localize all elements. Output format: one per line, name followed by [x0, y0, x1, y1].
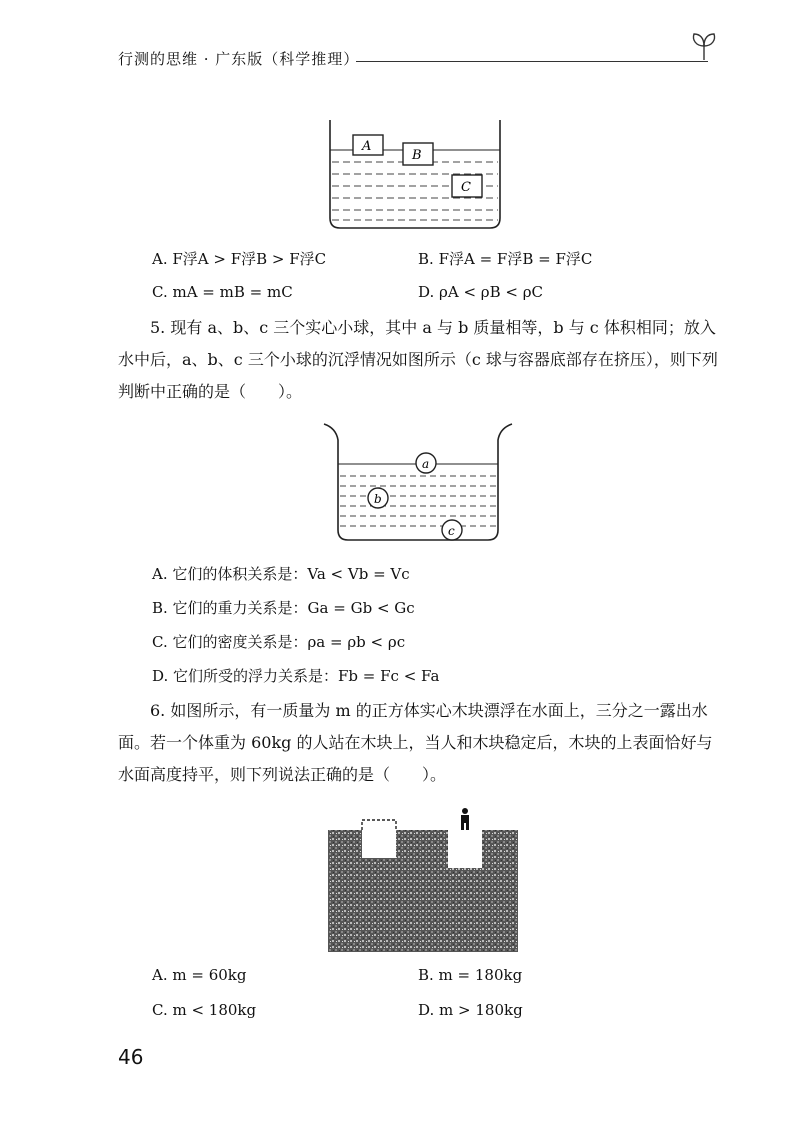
ball-a-label: a — [422, 457, 430, 471]
q5-option-c: C. 它们的密度关系是：ρa = ρb < ρc — [152, 633, 406, 651]
person-icon — [461, 808, 469, 830]
q6-option-b: B. m = 180kg — [418, 966, 523, 984]
block-c-label: C — [461, 180, 471, 195]
block-a-label: A — [362, 139, 372, 154]
figure-blocks-in-water — [300, 118, 530, 238]
q5-option-b: B. 它们的重力关系是：Ga = Gb < Gc — [152, 599, 415, 617]
q4-option-c: C. mA = mB = mC — [152, 283, 293, 301]
ball-b-label: b — [374, 492, 382, 506]
q5-option-a: A. 它们的体积关系是：Va < Vb = Vc — [152, 565, 410, 583]
q5-option-d: D. 它们所受的浮力关系是：Fb = Fc < Fa — [152, 667, 440, 685]
q4-option-a: A. F浮A > F浮B > F浮C — [152, 250, 327, 268]
figure-balls-in-water — [318, 420, 518, 550]
q6-option-d: D. m > 180kg — [418, 1001, 523, 1019]
running-header: 行测的思维 · 广东版（科学推理） — [118, 50, 360, 68]
q5-stem: 5. 现有 a、b、c 三个实心小球，其中 a 与 b 质量相等，b 与 c 体积相同；放入水中后，a、b、c 三个小球的沉浮情况如图所示（c 球与容器底部存在挤压），则下列判断中正确的是（ ）。 — [118, 318, 718, 401]
header-rule — [356, 61, 708, 62]
figure-wood-block — [326, 808, 520, 954]
sprout-icon — [686, 28, 722, 64]
ball-c-label: c — [448, 524, 455, 538]
q4-option-d: D. ρA < ρB < ρC — [418, 283, 544, 301]
block-b-label: B — [412, 148, 422, 163]
page-number: 46 — [118, 1045, 144, 1069]
q6-stem: 6. 如图所示，有一质量为 m 的正方体实心木块漂浮在水面上，三分之一露出水面。若一个体重为 60kg 的人站在木块上，当人和木块稳定后，木块的上表面恰好与水面高度持平，则下列说法正确的是（ ）。 — [118, 701, 713, 784]
q4-option-b: B. F浮A = F浮B = F浮C — [418, 250, 593, 268]
q6-option-a: A. m = 60kg — [152, 966, 247, 984]
q6-option-c: C. m < 180kg — [152, 1001, 257, 1019]
